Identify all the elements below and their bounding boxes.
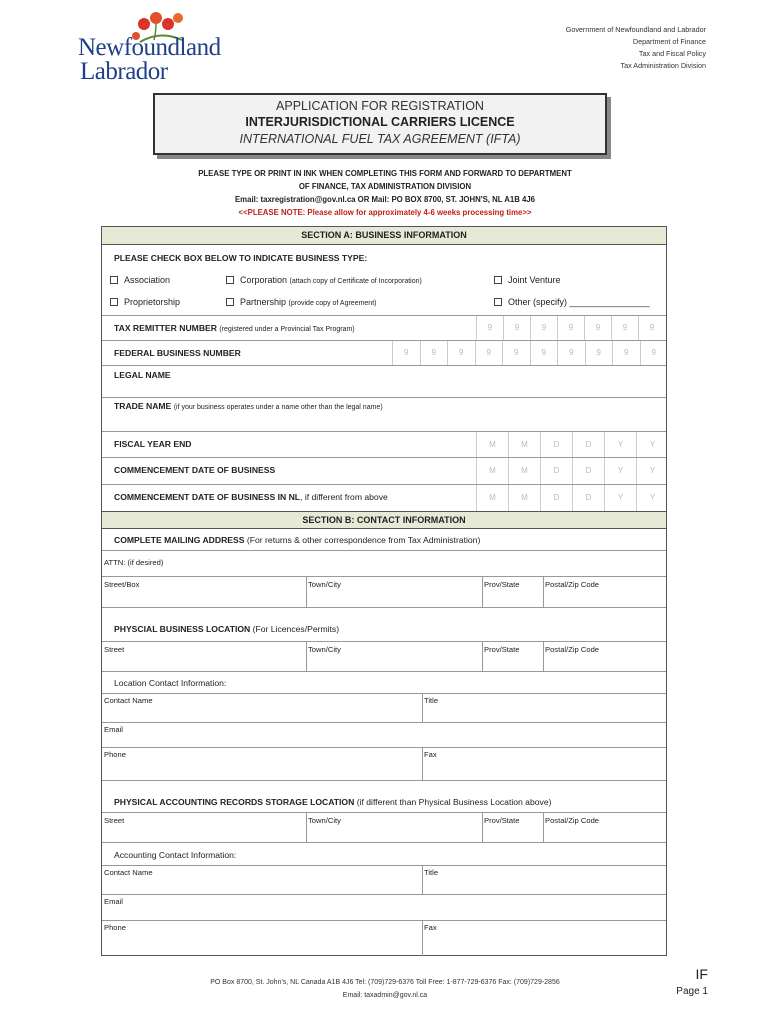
commencement-cells[interactable] [476,458,668,484]
physical-prov-label: Prov/State [484,645,520,654]
digit-cell[interactable]: D [540,458,572,484]
joint-venture-checkbox[interactable] [494,275,561,285]
trade-name-row[interactable] [102,398,666,432]
loc-fax-label: Fax [424,750,437,759]
legal-name-row[interactable] [102,366,666,398]
corporation-checkbox[interactable] [226,275,422,285]
association-label: Association [124,275,171,285]
physical-street-label: Street [104,645,125,654]
digit-cell[interactable]: M [476,485,508,511]
association-checkbox[interactable] [110,275,170,285]
physical-label: PHYSCIAL BUSINESS LOCATION [114,624,251,634]
footer [0,976,770,1002]
digit-cell[interactable]: 9 [611,316,638,340]
physical-town-label: Town/City [308,645,341,654]
digit-cell[interactable]: M [508,485,540,511]
digit-cell[interactable]: M [508,458,540,484]
gov-name: Government of Newfoundland and Labrador [565,25,706,34]
prov-label: Prov/State [484,580,520,589]
corporation-label: Corporation [240,275,288,285]
trade-name-label: TRADE NAME [114,401,172,411]
digit-cell[interactable]: Y [604,432,636,457]
digit-cell[interactable]: 9 [557,316,584,340]
commencement-label: COMMENCEMENT DATE OF BUSINESS [114,465,276,475]
commencement-nl-cells[interactable] [476,485,668,511]
fiscal-year-cells[interactable] [476,432,668,457]
digit-cell[interactable]: Y [636,485,668,511]
digit-cell[interactable]: D [540,485,572,511]
digit-cell[interactable]: D [572,485,604,511]
acct-postal-label: Postal/Zip Code [545,816,600,825]
digit-cell[interactable]: 9 [392,341,420,365]
digit-cell[interactable]: Y [636,458,668,484]
digit-cell[interactable]: M [476,458,508,484]
commencement-row[interactable] [102,458,666,485]
business-type-block [102,245,666,316]
digit-cell[interactable]: 9 [584,316,611,340]
federal-business-label: FEDERAL BUSINESS NUMBER [114,348,241,358]
policy-name: Tax and Fiscal Policy [638,49,706,58]
acct-title-label: Title [424,868,439,877]
acct-prov-label: Prov/State [484,816,520,825]
attn-label: ATTN: (if desired) [104,558,164,567]
digit-cell[interactable]: D [572,458,604,484]
acct-phone-label: Phone [104,923,126,932]
other-label: Other (specify) ________________ [508,297,650,307]
location-contact-row[interactable] [102,693,666,723]
form-code: IF [695,966,708,982]
physical-location-header [102,608,666,642]
instr-line3: Email: taxregistration@gov.nl.ca OR Mail: PO BOX 8700, ST. JOHN'S, NL A1B 4J6 [234,195,536,204]
physical-note: (For Licences/Permits) [252,624,340,634]
dept-name: Department of Finance [632,37,706,46]
digit-cell[interactable]: D [572,432,604,457]
proprietorship-label: Proprietorship [124,297,181,307]
accounting-contact-label: Accounting Contact Information: [114,850,237,860]
proprietorship-checkbox[interactable] [110,297,180,307]
nl-logo [78,12,228,84]
section-b-header: SECTION B: CONTACT INFORMATION [102,511,666,529]
division-name: Tax Administration Division [620,61,706,70]
tax-remitter-label: TAX REMITTER NUMBER [114,323,217,333]
accounting-contact-header [102,843,666,865]
instructions [100,167,670,219]
federal-business-row[interactable] [102,341,666,366]
tax-remitter-row[interactable] [102,316,666,341]
digit-cell[interactable]: 9 [530,316,557,340]
mailing-street-row[interactable] [102,577,666,608]
tax-remitter-note: (registered under a Provincial Tax Program) [219,326,355,333]
commencement-nl-label: COMMENCEMENT DATE OF BUSINESS IN NL [114,492,301,502]
section-a-header: SECTION A: BUSINESS INFORMATION [102,227,666,245]
digit-cell[interactable]: 9 [503,316,530,340]
partnership-label: Partnership [240,297,287,307]
digit-cell[interactable]: 9 [640,341,668,365]
acct-email-label: Email [104,897,123,906]
digit-cell[interactable]: Y [636,432,668,457]
attn-row[interactable] [102,551,666,577]
instr-line2: OF FINANCE, TAX ADMINISTRATION DIVISION [298,182,472,191]
footer-address: PO Box 8700, St. John's, NL Canada A1B 4J6 Tel: (709)729-6376 Toll Free: 1-877-729-6376 Fax: (709)729-2856 [210,979,560,986]
town-label: Town/City [308,580,341,589]
digit-cell[interactable]: 9 [476,316,503,340]
location-contact-header [102,672,666,693]
accounting-contact-row[interactable] [102,865,666,895]
partnership-note: (provide copy of Agreement) [288,300,377,307]
loc-contact-name-label: Contact Name [104,696,153,705]
digit-cell[interactable]: 9 [638,316,665,340]
mailing-note: (For returns & other correspondence from Tax Administration) [246,535,481,545]
processing-note: <<PLEASE NOTE: Please allow for approximately 4-6 weeks processing time>> [238,208,532,217]
legal-name-label: LEGAL NAME [114,370,171,380]
street-box-label: Street/Box [104,580,140,589]
logo-line2: Labrador [80,58,168,85]
accounting-location-header [102,781,666,813]
acct-fax-label: Fax [424,923,437,932]
acct-contact-name-label: Contact Name [104,868,153,877]
physical-street-row[interactable] [102,642,666,672]
location-contact-label: Location Contact Information: [114,678,227,688]
digit-cell[interactable]: 9 [585,341,613,365]
corporation-note: (attach copy of Certificate of Incorporation) [289,278,422,285]
fiscal-year-label: FISCAL YEAR END [114,439,192,449]
page-number: Page 1 [676,986,708,997]
acct-town-label: Town/City [308,816,341,825]
digit-cell[interactable]: 9 [420,341,448,365]
postal-label: Postal/Zip Code [545,580,600,589]
tax-remitter-cells[interactable] [476,316,665,340]
instr-line1: PLEASE TYPE OR PRINT IN INK WHEN COMPLETING THIS FORM AND FORWARD TO DEPARTMENT [198,169,572,178]
joint-venture-label: Joint Venture [508,275,561,285]
accounting-email-row[interactable] [102,895,666,921]
digit-cell[interactable]: M [508,432,540,457]
accounting-note: (if different than Physical Business Location above) [356,797,552,807]
digit-cell[interactable]: 9 [557,341,585,365]
loc-phone-label: Phone [104,750,126,759]
other-checkbox[interactable] [494,297,650,307]
business-type-label: PLEASE CHECK BOX BELOW TO INDICATE BUSINESS TYPE: [114,253,368,263]
mailing-label: COMPLETE MAILING ADDRESS [114,535,245,545]
registration-form [101,226,667,956]
partnership-checkbox[interactable] [226,297,376,307]
digit-cell[interactable]: 9 [447,341,475,365]
title-line1: APPLICATION FOR REGISTRATION [276,99,484,113]
logo-line1: Newfoundland [78,34,221,61]
location-email-row[interactable] [102,723,666,748]
digit-cell[interactable]: D [540,432,572,457]
physical-postal-label: Postal/Zip Code [545,645,600,654]
location-phone-row[interactable] [102,748,666,781]
digit-cell[interactable]: 9 [530,341,558,365]
digit-cell[interactable]: 9 [475,341,503,365]
digit-cell[interactable]: Y [604,458,636,484]
accounting-phone-row[interactable] [102,921,666,956]
title-line3: INTERNATIONAL FUEL TAX AGREEMENT (IFTA) [239,132,521,146]
form-title-box [153,93,607,155]
commencement-nl-note: , if different from above [300,492,388,502]
accounting-street-row[interactable] [102,813,666,843]
digit-cell[interactable]: M [476,432,508,457]
fiscal-year-row[interactable] [102,432,666,458]
digit-cell[interactable]: 9 [502,341,530,365]
loc-title-label: Title [424,696,439,705]
accounting-label: PHYSICAL ACCOUNTING RECORDS STORAGE LOCATION [114,797,355,807]
federal-business-cells[interactable] [392,341,667,365]
loc-email-label: Email [104,725,123,734]
trade-name-note: (if your business operates under a name other than the legal name) [173,404,383,411]
title-line2: INTERJURISDICTIONAL CARRIERS LICENCE [245,115,515,129]
commencement-nl-row[interactable] [102,485,666,511]
government-header [566,24,706,72]
mailing-address-header [102,529,666,551]
digit-cell[interactable]: 9 [612,341,640,365]
acct-street-label: Street [104,816,125,825]
footer-email: Email: taxadmin@gov.nl.ca [342,992,428,999]
digit-cell[interactable]: Y [604,485,636,511]
